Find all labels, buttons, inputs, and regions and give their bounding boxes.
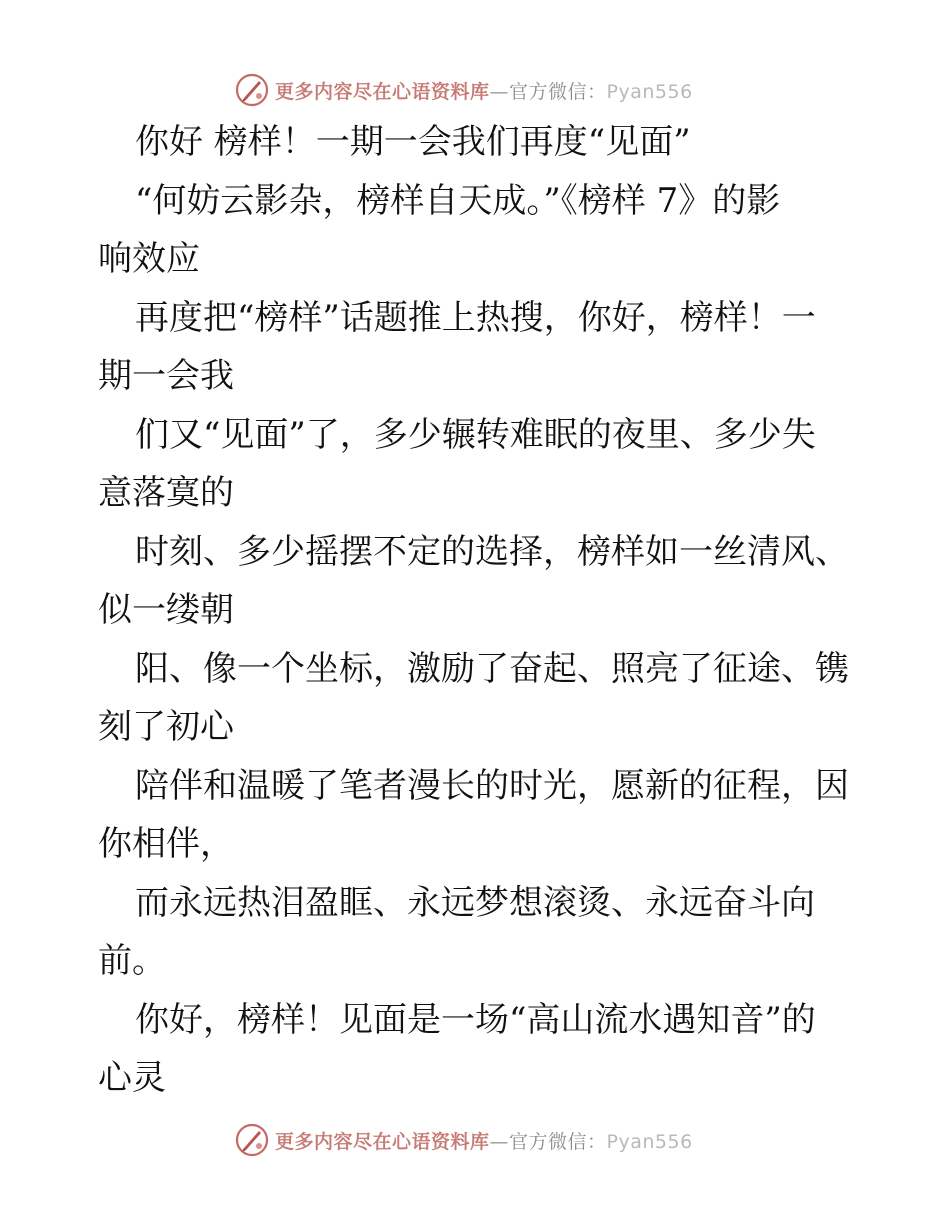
body-line: 你好 榜样！一期一会我们再度“见面” [135,122,691,162]
wechat-label: 官方微信： [509,80,607,103]
body-line: 心灵 [98,1058,166,1098]
header-watermark [235,70,693,110]
quill-logo-icon [235,73,269,107]
body-line: 再度把“榜样”话题推上热搜，你好，榜样！一 [135,297,816,338]
body-line: 时刻、多少摇摆不定的选择，榜样如一丝清风、 [135,531,849,572]
body-line: 陪伴和温暖了笔者漫长的时光，愿新的征程，因 [135,765,849,806]
body-line: 们又“见面”了，多少辗转难眠的夜里、多少失 [135,414,816,455]
brand-text: 更多内容尽在心语资料库 [275,80,490,103]
brand-separator: — [489,80,510,103]
body-line: 阳、像一个坐标，激励了奋起、照亮了征途、镌 [135,648,849,689]
body-line: 刻了初心 [98,707,234,747]
body-line: 响效应 [98,239,200,279]
body-line: “何妨云影杂，榜样自天成。”《榜样 7》的影 [135,180,781,221]
wechat-id: Pyan556 [606,1130,693,1153]
wechat-id: Pyan556 [606,80,693,103]
quill-logo-icon [235,1123,269,1157]
wechat-label: 官方微信： [509,1130,607,1153]
body-line: 你好，榜样！见面是一场“高山流水遇知音”的 [135,999,816,1040]
brand-text: 更多内容尽在心语资料库 [275,1130,490,1153]
body-line: 似一缕朝 [98,590,234,630]
body-line: 你相伴， [98,824,234,864]
body-line: 前。 [98,941,166,981]
body-line: 期一会我 [98,356,234,396]
footer-watermark [235,1120,693,1160]
body-line: 而永远热泪盈眶、永远梦想滚烫、永远奋斗向 [135,882,815,923]
body-line: 意落寞的 [98,473,234,513]
brand-separator: — [489,1130,510,1153]
document-body [98,113,858,1108]
